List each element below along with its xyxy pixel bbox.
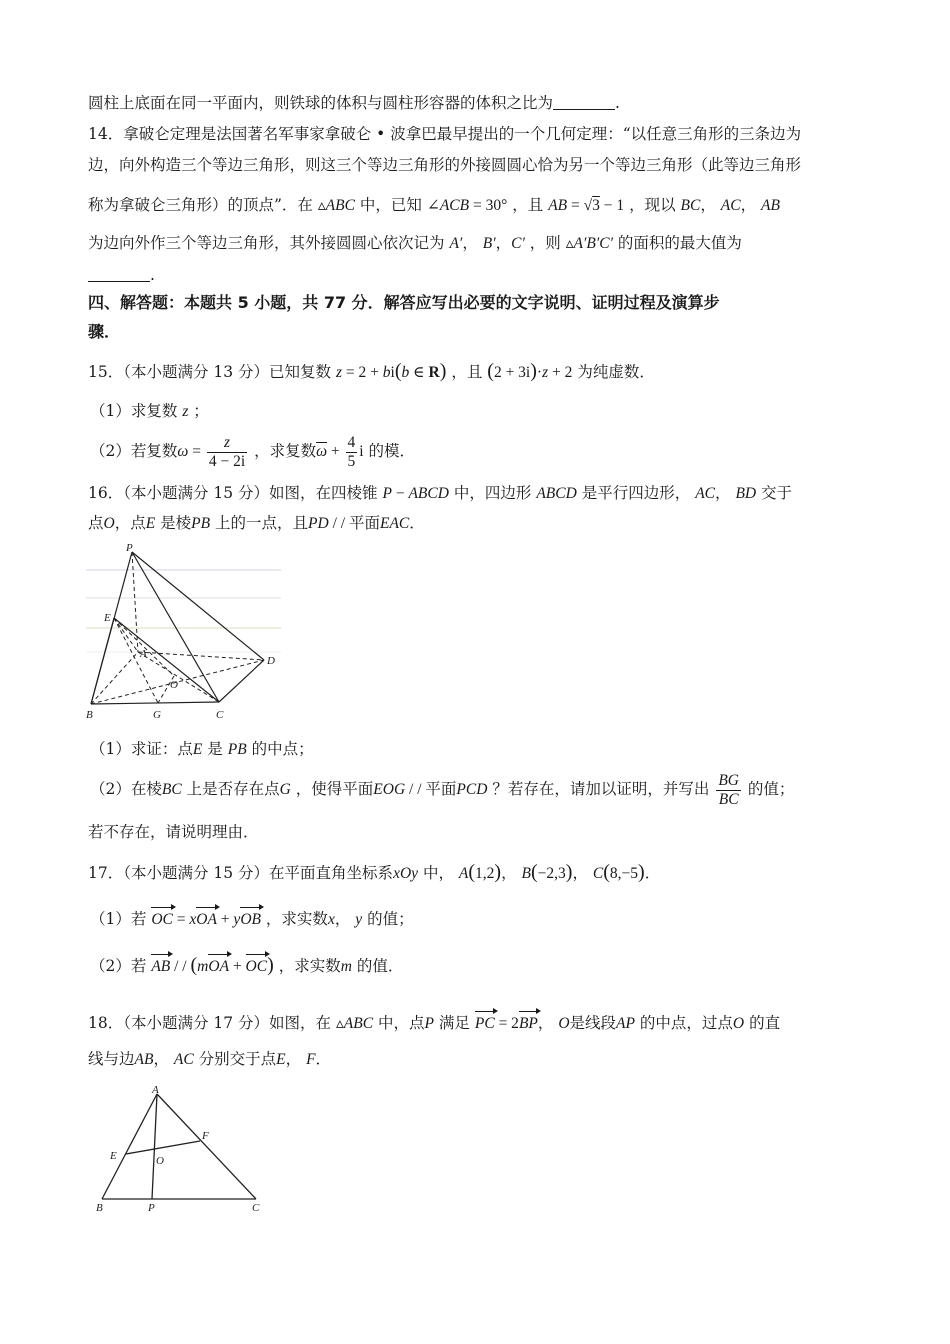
q16-pyramid-svg <box>86 542 281 720</box>
section-4-heading-cont: 骤． <box>88 322 121 341</box>
label-G: G <box>153 709 161 720</box>
label-C: C <box>216 709 224 720</box>
q14-line-1: 14．拿破仑定理是法国著名军事家拿破仑 • 波拿巴最早提出的一个几何定理：“以任意三角形的三条边为 <box>88 125 802 143</box>
q15-statement: 15．（本小题满分 13 分）已知复数 z = 2 + bi(b ∈ R) ，且 (2 + 3i)·z + 2 为纯虚数． <box>88 360 655 382</box>
q16-pyramid-figure <box>86 542 281 720</box>
label-A: A <box>152 1084 159 1096</box>
section-4-heading: 四、解答题：本题共 5 小题，共 77 分．解答应写出必要的文字说明、证明过程及演算步 <box>88 293 720 312</box>
q15-part-2: （2）若复数ω = $\frac{z}{4 - 2i}$ ，求复数$\overline{\omega}$ + $\frac{4}{5}$ i 的模． <box>90 433 416 470</box>
label-A: A <box>140 648 147 660</box>
q13-tail-line: 圆柱上底面在同一平面内，则铁球的体积与圆柱形容器的体积之比为 . <box>88 94 620 112</box>
q14-answer-line: . <box>88 264 155 286</box>
q14-line-4: 为边向外作三个等边三角形，其外接圆圆心依次记为 A′， B′，C′ ，则 ▵A′B′C′ 的面积的最大值为 <box>88 234 742 252</box>
label-E: E <box>104 612 111 624</box>
q17-part-1: （1）若 OC = xOA + yOB ，求实数x， y 的值； <box>90 908 414 931</box>
q16-part-2-cont: 若不存在，请说明理由． <box>88 823 259 841</box>
label-P: P <box>148 1202 155 1214</box>
q18-triangle-svg <box>90 1084 270 1214</box>
label-F: F <box>202 1130 209 1142</box>
q16-line-1: 16．（本小题满分 15 分）如图，在四棱锥 P − ABCD 中，四边形 ABCD 是平行四边形， AC， BD 交于 <box>88 484 793 502</box>
label-E: E <box>110 1150 117 1162</box>
q14-line-2: 边，向外构造三个等边三角形，则这三个等边三角形的外接圆圆心恰为另一个等边三角形（此等边三角形 <box>88 156 802 174</box>
q14-answer-blank[interactable] <box>88 266 150 284</box>
q18-line-1: 18．（本小题满分 17 分）如图，在 ▵ABC 中，点P 满足 PC = 2BP， O是线段AP 的中点，过点O 的直 <box>88 1012 780 1035</box>
label-B: B <box>96 1202 103 1214</box>
label-D: D <box>267 655 275 667</box>
q18-triangle-figure <box>90 1084 270 1214</box>
label-O: O <box>156 1155 164 1167</box>
q15-part-1: （1）求复数 z ； <box>90 402 209 420</box>
q17-part-2: （2）若 AB / / (mOA + OC) ，求实数m 的值． <box>90 954 404 976</box>
q18-line-2: 线与边AB， AC 分别交于点E， F． <box>88 1050 332 1068</box>
q13-answer-blank[interactable] <box>553 94 615 112</box>
q17-statement: 17．（本小题满分 15 分）在平面直角坐标系xOy 中， A(1,2)， B(−2,3)， C(8,−5)． <box>88 861 661 883</box>
q16-line-2: 点O，点E 是棱PB 上的一点，且PD / / 平面EAC． <box>88 514 425 532</box>
label-P: P <box>126 542 133 554</box>
label-C: C <box>252 1202 260 1214</box>
label-B: B <box>86 709 93 720</box>
q14-line-3: 称为拿破仑三角形）的顶点”．在 ▵ABC 中，已知 ∠ACB = 30° ，且 AB = √3 − 1 ，现以 BC， AC， AB <box>88 196 780 214</box>
q16-part-2: （2）在棱BC 上是否存在点G ，使得平面EOG / / 平面PCD ？若存在，请加以证明，并写出 $\frac{BG}{BC}$ 的值； <box>90 771 795 808</box>
label-O: O <box>170 679 178 691</box>
q16-part-1: （1）求证：点E 是 PB 的中点； <box>90 740 314 758</box>
